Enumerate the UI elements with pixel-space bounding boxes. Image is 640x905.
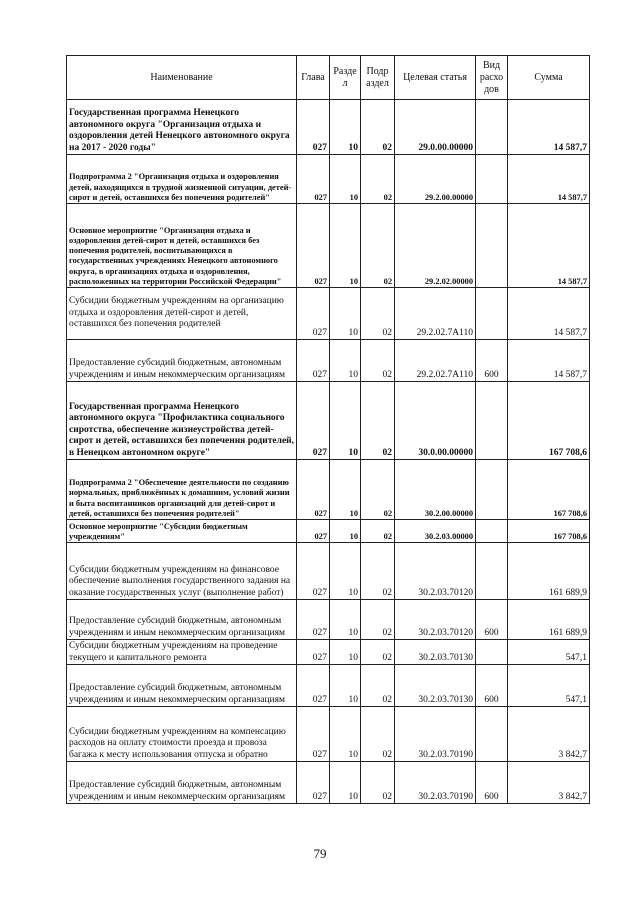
- row-sum: 3 842,7: [508, 762, 590, 804]
- row-name: Субсидии бюджетным учреждениям на финансовое обеспечение выполнения государственного задания на оказание государственных услуг (выполнение работ): [67, 543, 297, 600]
- row-podrazdel: 02: [361, 600, 395, 640]
- row-sum: 547,1: [508, 640, 590, 665]
- row-sum: 167 708,6: [508, 382, 590, 460]
- row-podrazdel: 02: [361, 382, 395, 460]
- table-row: [67, 520, 590, 543]
- header-sum: Сумма: [508, 56, 590, 100]
- table-row: [67, 460, 590, 520]
- row-glava: 027: [297, 155, 330, 204]
- row-podrazdel: 02: [361, 520, 395, 543]
- row-target: 30.2.03.70120: [395, 600, 476, 640]
- row-vid: [476, 543, 508, 600]
- row-vid: [476, 288, 508, 340]
- row-podrazdel: 02: [361, 204, 395, 288]
- row-sum: 547,1: [508, 665, 590, 707]
- row-vid: [476, 382, 508, 460]
- row-sum: 167 708,6: [508, 460, 590, 520]
- row-vid: 600: [476, 665, 508, 707]
- row-vid: [476, 640, 508, 665]
- table-row: [67, 543, 590, 600]
- row-vid: [476, 520, 508, 543]
- row-name: Предоставление субсидий бюджетным, автономным учреждениям и иным некоммерческим организациям: [67, 762, 297, 804]
- row-sum: 167 708,6: [508, 520, 590, 543]
- row-target: 30.2.03.70130: [395, 640, 476, 665]
- row-target: 30.2.03.70120: [395, 543, 476, 600]
- header-name: Наименование: [67, 56, 297, 100]
- row-sum: 14 587,7: [508, 155, 590, 204]
- row-sum: 14 587,7: [508, 288, 590, 340]
- row-target: 30.0.00.00000: [395, 382, 476, 460]
- row-vid: [476, 204, 508, 288]
- header-target: Целевая статья: [395, 56, 476, 100]
- row-razdel: 10: [330, 204, 361, 288]
- row-target: 29.2.00.00000: [395, 155, 476, 204]
- row-razdel: 10: [330, 340, 361, 382]
- row-target: 29.2.02.7А110: [395, 288, 476, 340]
- row-glava: 027: [297, 762, 330, 804]
- row-name: Государственная программа Ненецкого автономного округа "Организация отдыха и оздоровления детей Ненецкого автономного округа на 2017 - 2020 годы": [67, 100, 297, 155]
- row-razdel: 10: [330, 155, 361, 204]
- row-razdel: 10: [330, 100, 361, 155]
- row-podrazdel: 02: [361, 707, 395, 762]
- row-glava: 027: [297, 707, 330, 762]
- row-podrazdel: 02: [361, 543, 395, 600]
- row-glava: 027: [297, 543, 330, 600]
- row-podrazdel: 02: [361, 460, 395, 520]
- header-razdel: Разде л: [330, 56, 361, 100]
- header-podrazdel: Подр аздел: [361, 56, 395, 100]
- row-vid: 600: [476, 600, 508, 640]
- row-sum: 14 587,7: [508, 100, 590, 155]
- row-razdel: 10: [330, 762, 361, 804]
- row-glava: 027: [297, 665, 330, 707]
- table-row: [67, 155, 590, 204]
- header-glava: Глава: [297, 56, 330, 100]
- table-row: [67, 707, 590, 762]
- row-target: 29.2.02.7А110: [395, 340, 476, 382]
- row-target: 29.2.02.00000: [395, 204, 476, 288]
- row-vid: 600: [476, 762, 508, 804]
- table-row: [67, 762, 590, 804]
- row-glava: 027: [297, 340, 330, 382]
- row-podrazdel: 02: [361, 155, 395, 204]
- row-name: Субсидии бюджетным учреждениям на организацию отдыха и оздоровления детей-сирот и детей, оставшихся без попечения родителей: [67, 288, 297, 340]
- row-target: 30.2.03.70190: [395, 762, 476, 804]
- row-name: Подпрограмма 2 "Организация отдыха и оздоровления детей, находящихся в трудной жизненной ситуации, детей-сирот и детей, оставшихся без попечения родителей": [67, 155, 297, 204]
- row-name: Предоставление субсидий бюджетным, автономным учреждениям и иным некоммерческим организациям: [67, 340, 297, 382]
- row-sum: 161 689,9: [508, 600, 590, 640]
- row-sum: 14 587,7: [508, 204, 590, 288]
- row-podrazdel: 02: [361, 340, 395, 382]
- row-target: 30.2.00.00000: [395, 460, 476, 520]
- table-header-row: [67, 56, 590, 100]
- table-row: [67, 382, 590, 460]
- row-sum: 161 689,9: [508, 543, 590, 600]
- row-razdel: 10: [330, 382, 361, 460]
- budget-table: [66, 55, 590, 804]
- row-sum: 3 842,7: [508, 707, 590, 762]
- row-podrazdel: 02: [361, 288, 395, 340]
- row-glava: 027: [297, 460, 330, 520]
- table-row: [67, 288, 590, 340]
- table-row: [67, 340, 590, 382]
- row-razdel: 10: [330, 640, 361, 665]
- row-target: 30.2.03.70130: [395, 665, 476, 707]
- table-row: [67, 640, 590, 665]
- row-name: Подпрограмма 2 "Обеспечение деятельности по созданию нормальных, приближённых к домашним, условий жизни и быта воспитанников организаций для детей-сирот и детей, оставшихся без попечения родителей": [67, 460, 297, 520]
- row-name: Предоставление субсидий бюджетным, автономным учреждениям и иным некоммерческим организациям: [67, 665, 297, 707]
- row-razdel: 10: [330, 707, 361, 762]
- row-glava: 027: [297, 520, 330, 543]
- row-razdel: 10: [330, 600, 361, 640]
- row-vid: 600: [476, 340, 508, 382]
- row-vid: [476, 460, 508, 520]
- row-glava: 027: [297, 204, 330, 288]
- header-vid: Вид расхо дов: [476, 56, 508, 100]
- row-glava: 027: [297, 100, 330, 155]
- page-number: 79: [313, 846, 327, 861]
- table-row: [67, 665, 590, 707]
- row-glava: 027: [297, 382, 330, 460]
- row-name: Субсидии бюджетным учреждениям на компенсацию расходов на оплату стоимости проезда и провоза багажа к месту использования отпуска и обратно: [67, 707, 297, 762]
- row-name: Субсидии бюджетным учреждениям на проведение текущего и капитального ремонта: [67, 640, 297, 665]
- row-podrazdel: 02: [361, 665, 395, 707]
- row-podrazdel: 02: [361, 640, 395, 665]
- row-podrazdel: 02: [361, 762, 395, 804]
- row-sum: 14 587,7: [508, 340, 590, 382]
- row-name: Основное мероприятие "Субсидии бюджетным учреждениям": [67, 520, 297, 543]
- row-glava: 027: [297, 640, 330, 665]
- table-row: [67, 204, 590, 288]
- row-podrazdel: 02: [361, 100, 395, 155]
- table-row: [67, 600, 590, 640]
- row-razdel: 10: [330, 665, 361, 707]
- row-target: 29.0.00.00000: [395, 100, 476, 155]
- row-name: Основное мероприятие "Организация отдыха и оздоровления детей-сирот и детей, оставшихся без попечения родителей, воспитывающихся в государственных учреждениях Ненецкого автономного округа, в организациях отдыха и оздоровления, расположенных на территории Российской Федерации": [67, 204, 297, 288]
- row-razdel: 10: [330, 288, 361, 340]
- row-name: Предоставление субсидий бюджетным, автономным учреждениям и иным некоммерческим организациям: [67, 600, 297, 640]
- row-vid: [476, 155, 508, 204]
- row-vid: [476, 707, 508, 762]
- row-razdel: 10: [330, 543, 361, 600]
- row-name: Государственная программа Ненецкого автономного округа "Профилактика социального сиротства, обеспечение жизнеустройства детей-сирот и детей, оставшихся без попечения родителей, в Ненецком автономном округе": [67, 382, 297, 460]
- table-row: [67, 100, 590, 155]
- row-razdel: 10: [330, 520, 361, 543]
- row-razdel: 10: [330, 460, 361, 520]
- row-target: 30.2.03.00000: [395, 520, 476, 543]
- row-glava: 027: [297, 600, 330, 640]
- row-vid: [476, 100, 508, 155]
- row-target: 30.2.03.70190: [395, 707, 476, 762]
- row-glava: 027: [297, 288, 330, 340]
